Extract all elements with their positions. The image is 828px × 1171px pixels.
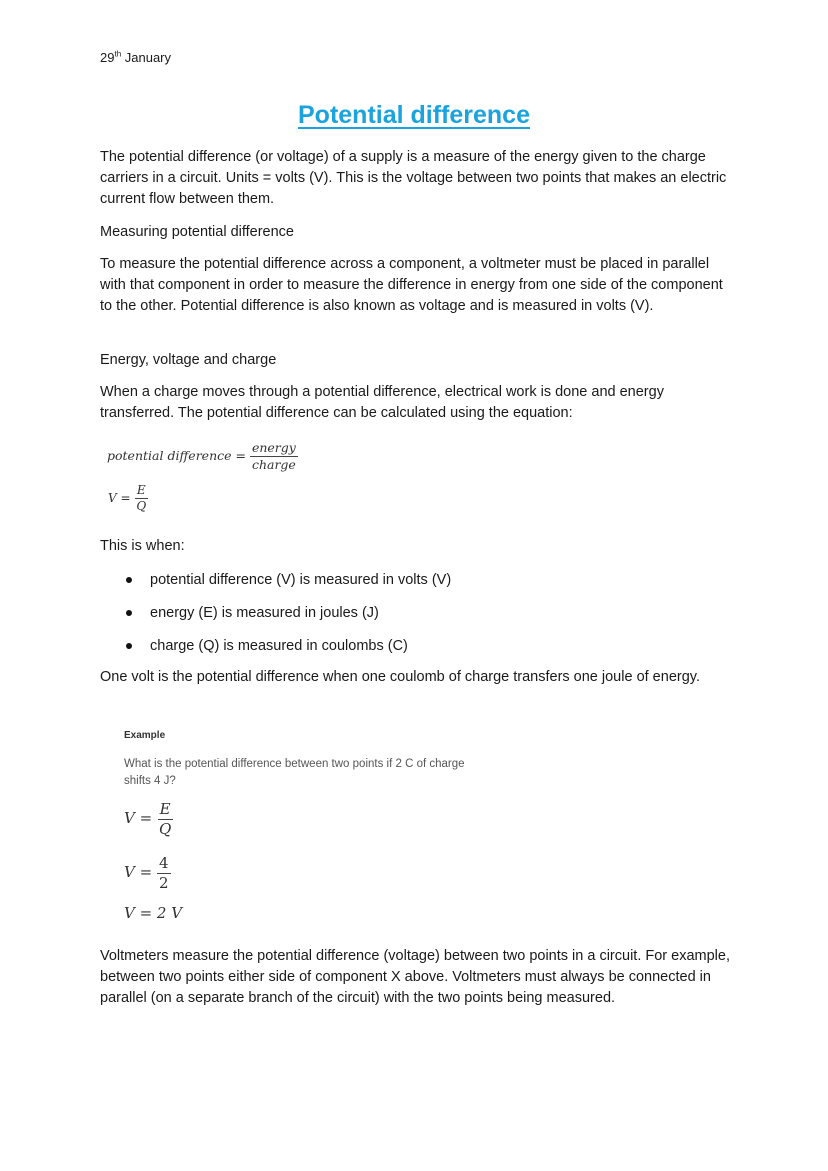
symbol-equation-numerator: E xyxy=(135,484,148,499)
step1-denominator: Q xyxy=(158,819,172,838)
list-item: charge (Q) is measured in coulombs (C) xyxy=(100,637,720,670)
this-is-when: This is when: xyxy=(100,538,185,554)
one-volt-paragraph: One volt is the potential difference when one coulomb of charge transfers one joule of energy. xyxy=(100,669,700,685)
date-month: January xyxy=(124,50,172,65)
example-step-2 xyxy=(124,855,171,891)
symbol-equation xyxy=(108,484,148,513)
list-item: potential difference (V) is measured in volts (V) xyxy=(100,571,720,604)
intro-paragraph: The potential difference (or voltage) of a supply is a measure of the energy given to the charge carriers in a circuit. Units = volts (V). This is the voltage between two points that makes an electric current flow between them. xyxy=(100,149,727,207)
step2-fraction xyxy=(157,855,171,891)
date-suffix: th xyxy=(114,49,122,59)
example-step-1 xyxy=(124,801,173,837)
step2-lhs: V = xyxy=(124,863,153,881)
symbol-equation-fraction xyxy=(134,484,148,513)
word-equation xyxy=(107,441,298,472)
page-title: Potential difference xyxy=(298,101,530,129)
step3-unit: V xyxy=(171,904,183,922)
energy-paragraph: When a charge moves through a potential difference, electrical work is done and energy transferred. The potential difference can be calculated using the equation: xyxy=(100,384,664,421)
list-item: energy (E) is measured in joules (J) xyxy=(100,604,720,637)
units-list xyxy=(100,571,720,670)
voltmeters-paragraph: Voltmeters measure the potential difference (voltage) between two points in a circuit. For example, between two points either side of component X above. Voltmeters must always be connected in parallel (on a separate branch of the circuit) with the two points being measured. xyxy=(100,948,730,1006)
step1-fraction xyxy=(157,801,173,837)
step1-numerator: E xyxy=(159,800,171,818)
step2-denominator: 2 xyxy=(158,873,169,892)
step1-lhs: V = xyxy=(124,809,153,827)
example-step-3 xyxy=(124,904,182,922)
date-day: 29 xyxy=(100,50,115,65)
page-date xyxy=(100,50,171,65)
section-heading-measuring: Measuring potential difference xyxy=(100,224,294,240)
example-label: Example xyxy=(124,730,166,741)
word-equation-lhs: potential difference = xyxy=(107,447,246,463)
word-equation-denominator: charge xyxy=(251,456,296,472)
step3-lhs: V = 2 xyxy=(124,904,167,922)
step2-numerator: 4 xyxy=(158,854,169,872)
example-question: What is the potential difference between two points if 2 C of charge shifts 4 J? xyxy=(124,758,465,787)
symbol-equation-lhs: V = xyxy=(108,491,131,506)
symbol-equation-denominator: Q xyxy=(136,499,147,514)
word-equation-fraction xyxy=(250,441,298,472)
measuring-paragraph: To measure the potential difference across a component, a voltmeter must be placed in parallel with that component in order to measure the difference in energy from one side of the component to the other. Potential difference is also known as voltage and is measured in volts (V). xyxy=(100,256,723,314)
word-equation-numerator: energy xyxy=(251,440,296,455)
section-heading-energy: Energy, voltage and charge xyxy=(100,352,277,368)
